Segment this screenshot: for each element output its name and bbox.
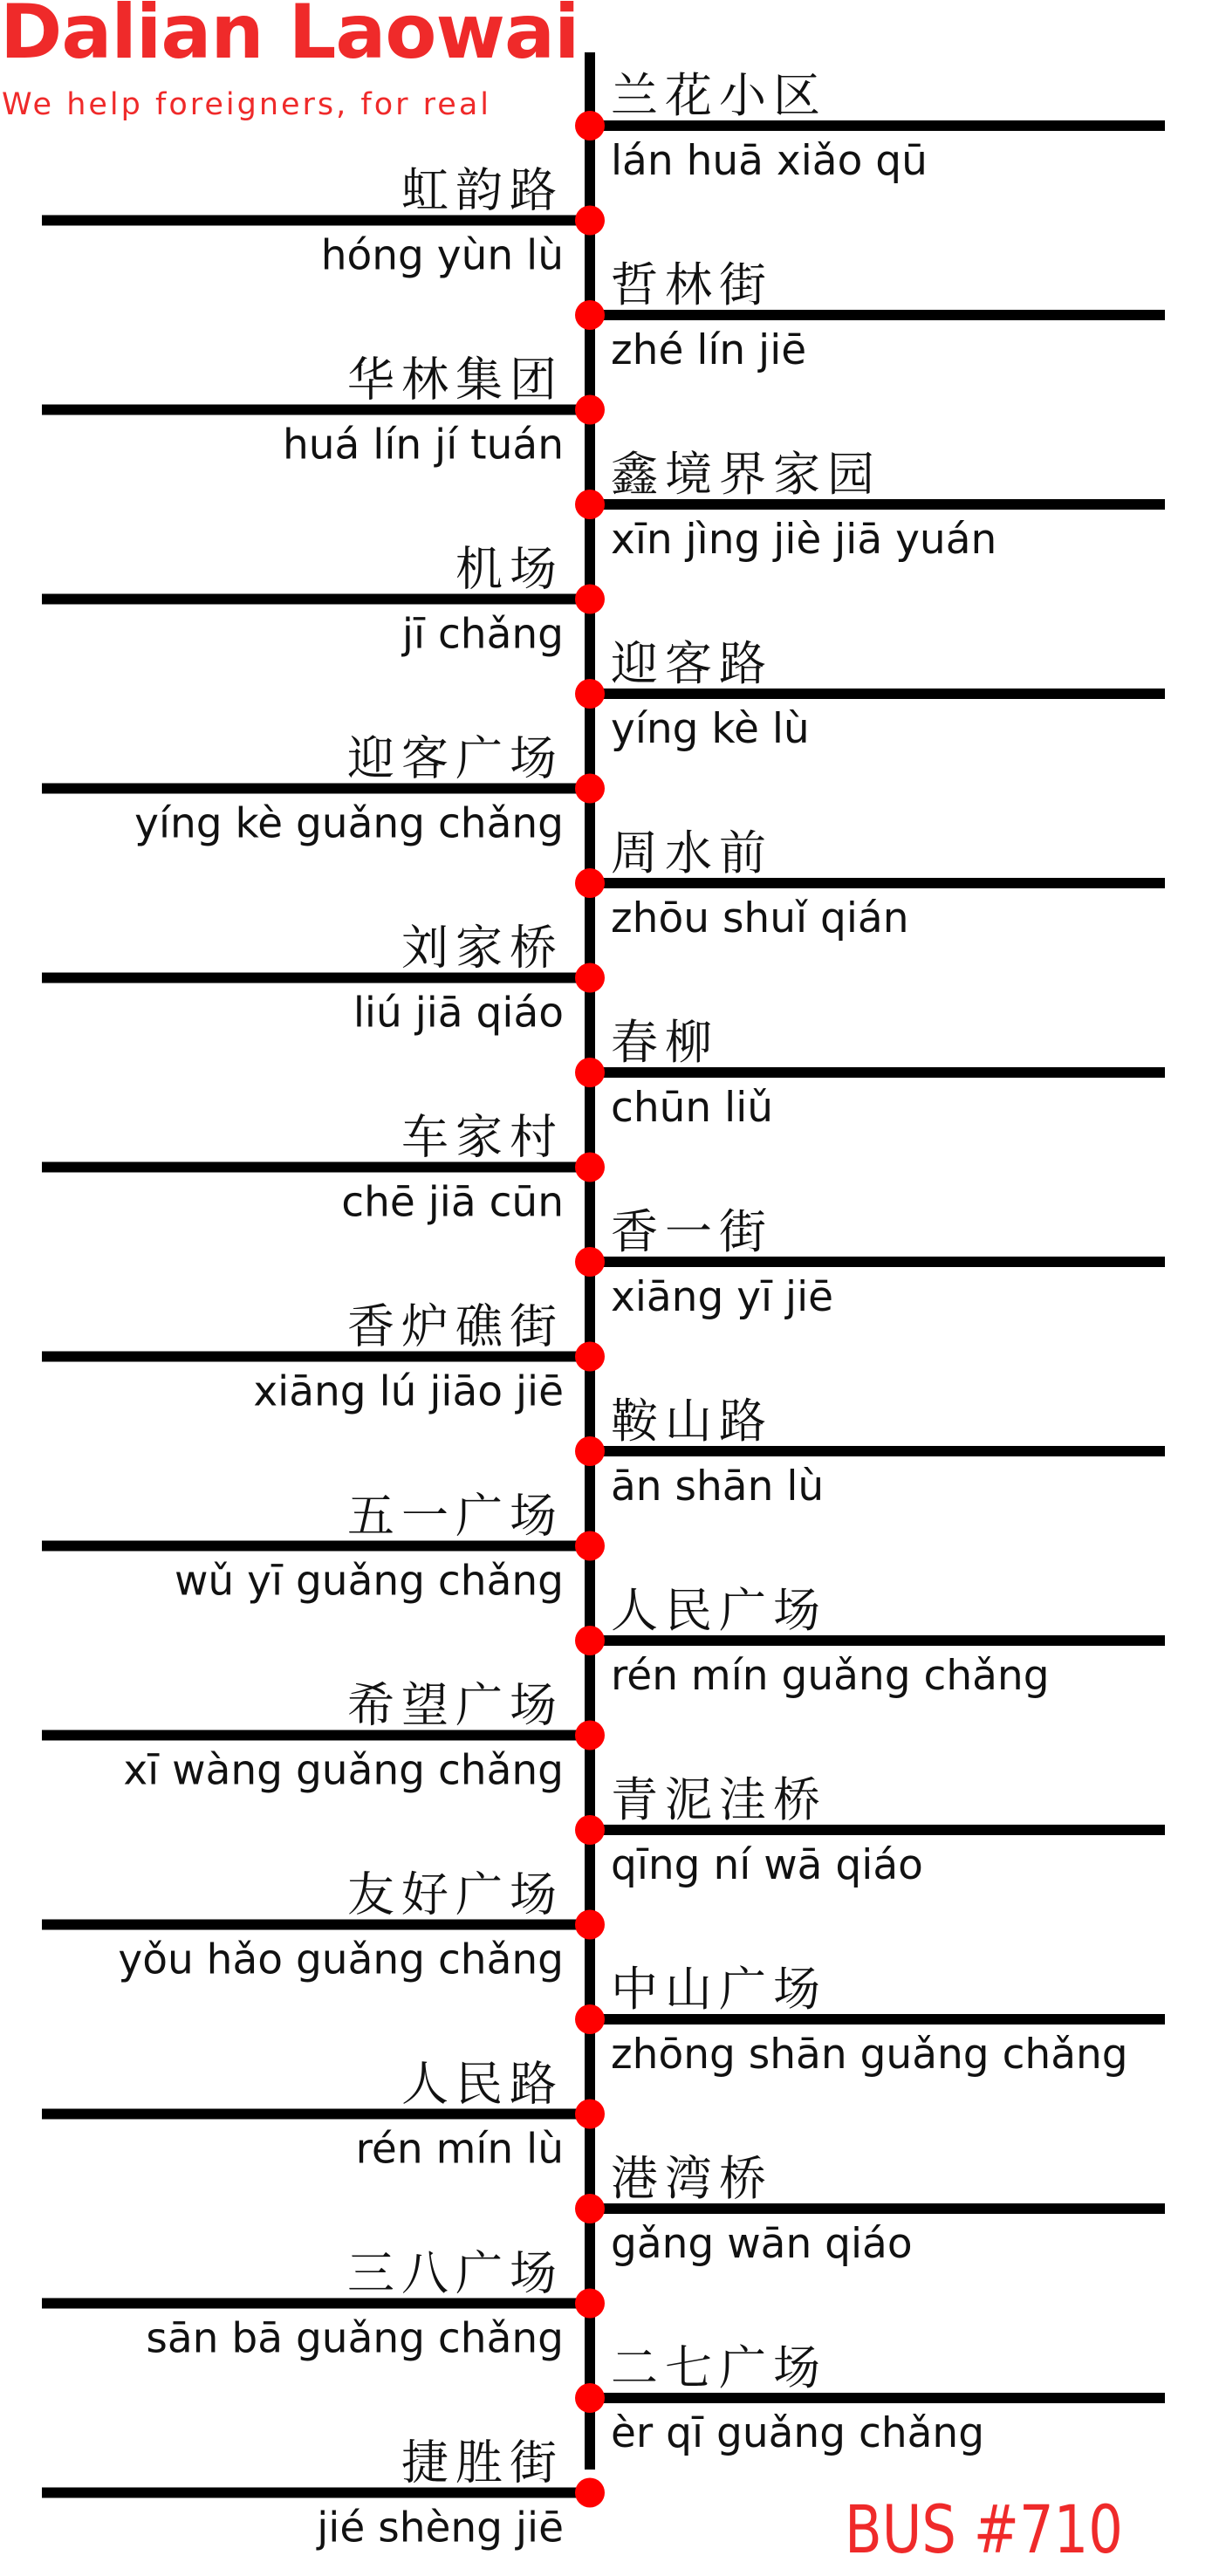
stop-dot — [575, 679, 605, 709]
stop-name-hanzi: 哲林街 — [611, 257, 773, 312]
stop-name-pinyin: chē jiā cūn — [341, 1178, 564, 1227]
stop-dot — [575, 1058, 605, 1087]
stop-name-hanzi: 虹韵路 — [401, 162, 564, 218]
stop-name-hanzi: 人民路 — [401, 2056, 564, 2112]
stop-name-hanzi: 春柳 — [611, 1015, 719, 1070]
stop-dot — [575, 300, 605, 330]
stop-dot — [575, 2004, 605, 2034]
stop-dot — [575, 1153, 605, 1182]
stop-name-hanzi: 兰花小区 — [611, 68, 827, 123]
stop-name-pinyin: lán huā xiǎo qū — [611, 137, 928, 185]
stop-dot — [575, 2383, 605, 2413]
stop-dot — [575, 490, 605, 519]
stop-name-pinyin: gǎng wān qiáo — [611, 2220, 913, 2268]
stop-dot — [575, 2289, 605, 2319]
stop-name-hanzi: 香炉礁街 — [347, 1298, 564, 1354]
stop-name-hanzi: 中山广场 — [611, 1962, 827, 2017]
stop-dot — [575, 963, 605, 993]
stop-name-pinyin: sān bā guǎng chǎng — [146, 2314, 564, 2363]
stop-name-hanzi: 车家村 — [401, 1109, 564, 1165]
stop-name-pinyin: zhōu shuǐ qián — [611, 894, 909, 942]
stop-name-pinyin: zhōng shān guǎng chǎng — [611, 2031, 1128, 2079]
stop-name-hanzi: 香一街 — [611, 1204, 773, 1259]
stop-name-hanzi: 鞍山路 — [611, 1394, 773, 1449]
stop-dot — [575, 2478, 605, 2508]
route-lines — [42, 52, 1165, 2498]
stop-name-pinyin: yíng kè lù — [611, 705, 810, 753]
stop-name-hanzi: 港湾桥 — [611, 2151, 773, 2206]
stop-dot — [575, 395, 605, 425]
stop-name-pinyin: qīng ní wā qiáo — [611, 1841, 923, 1889]
stop-dot — [575, 1721, 605, 1750]
stop-name-hanzi: 迎客广场 — [347, 730, 564, 786]
stop-dot — [575, 111, 605, 140]
stop-name-hanzi: 三八广场 — [347, 2245, 564, 2301]
stop-dot — [575, 1436, 605, 1466]
stop-name-hanzi: 希望广场 — [347, 1677, 564, 1733]
stop-dot — [575, 2100, 605, 2129]
stop-name-pinyin: rén mín guǎng chǎng — [611, 1652, 1050, 1700]
stop-dot — [575, 868, 605, 898]
stop-name-pinyin: yíng kè guǎng chǎng — [134, 799, 564, 848]
stop-name-pinyin: jī chǎng — [401, 610, 564, 659]
stop-name-pinyin: huá lín jí tuán — [282, 421, 564, 469]
stop-dot — [575, 1247, 605, 1277]
stop-name-hanzi: 机场 — [455, 541, 564, 597]
stop-name-hanzi: 二七广场 — [611, 2340, 827, 2395]
stop-name-pinyin: liú jiā qiáo — [353, 989, 564, 1038]
stop-name-pinyin: jié shèng jiē — [317, 2504, 564, 2552]
stop-dot — [575, 774, 605, 804]
stop-name-hanzi: 人民广场 — [611, 1583, 827, 1638]
stop-name-hanzi: 鑫境界家园 — [611, 447, 881, 502]
stop-name-pinyin: ān shān lù — [611, 1463, 825, 1511]
stop-dot — [575, 206, 605, 236]
stop-dot — [575, 1531, 605, 1561]
stop-name-hanzi: 周水前 — [611, 826, 773, 880]
stop-name-pinyin: chūn liǔ — [611, 1084, 774, 1132]
stop-name-pinyin: èr qī guǎng chǎng — [611, 2409, 985, 2457]
brand-logo-title: Dalian Laowai — [0, 0, 579, 76]
stop-name-pinyin: xiāng lú jiāo jiē — [253, 1367, 564, 1416]
stop-name-hanzi: 刘家桥 — [401, 920, 564, 976]
stop-name-pinyin: xī wàng guǎng chǎng — [123, 1746, 564, 1795]
stop-dot — [575, 585, 605, 614]
stop-name-pinyin: xiāng yī jiē — [611, 1273, 834, 1321]
stop-name-hanzi: 捷胜街 — [401, 2435, 564, 2490]
stop-name-pinyin: rén mín lù — [355, 2125, 564, 2174]
brand-tagline: We help foreigners, for real — [2, 87, 491, 122]
stop-dot — [575, 1626, 605, 1655]
stop-name-pinyin: zhé lín jiē — [611, 326, 807, 374]
stop-dot — [575, 1815, 605, 1845]
stop-name-pinyin: hóng yùn lù — [320, 231, 564, 280]
stop-dot — [575, 1342, 605, 1372]
stop-name-hanzi: 迎客路 — [611, 636, 773, 691]
stop-name-hanzi: 青泥洼桥 — [611, 1772, 827, 1827]
stop-name-pinyin: xīn jìng jiè jiā yuán — [611, 516, 997, 564]
bus-number-label: BUS #710 — [845, 2490, 1123, 2568]
stop-name-hanzi: 友好广场 — [347, 1867, 564, 1922]
stop-dot — [575, 2194, 605, 2223]
stop-name-hanzi: 华林集团 — [347, 352, 564, 408]
route-labels — [118, 68, 1127, 2552]
stop-name-hanzi: 五一广场 — [347, 1488, 564, 1544]
stop-name-pinyin: wǔ yī guǎng chǎng — [174, 1557, 564, 1606]
stop-name-pinyin: yǒu hǎo guǎng chǎng — [118, 1935, 564, 1984]
stop-dot — [575, 1910, 605, 1940]
